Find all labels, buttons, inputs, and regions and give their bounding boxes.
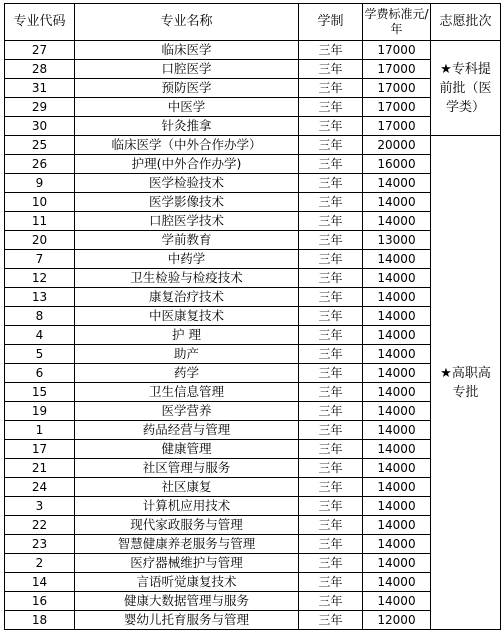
- header-code: 专业代码: [5, 4, 75, 41]
- cell-duration: 三年: [299, 288, 363, 307]
- cell-name: 现代家政服务与管理: [75, 516, 299, 535]
- cell-duration: 三年: [299, 307, 363, 326]
- table-row: [5, 611, 501, 630]
- table-row: [5, 402, 501, 421]
- cell-name: 婴幼儿托育服务与管理: [75, 611, 299, 630]
- cell-code: 22: [5, 516, 75, 535]
- cell-code: 8: [5, 307, 75, 326]
- cell-code: 2: [5, 554, 75, 573]
- cell-fee: 14000: [363, 402, 431, 421]
- cell-code: 14: [5, 573, 75, 592]
- cell-fee: 14000: [363, 440, 431, 459]
- cell-fee: 14000: [363, 212, 431, 231]
- cell-name: 口腔医学: [75, 60, 299, 79]
- cell-code: 23: [5, 535, 75, 554]
- cell-code: 30: [5, 117, 75, 136]
- cell-code: 26: [5, 155, 75, 174]
- cell-code: 27: [5, 41, 75, 60]
- header-duration: 学制: [299, 4, 363, 41]
- cell-duration: 三年: [299, 174, 363, 193]
- cell-name: 中医康复技术: [75, 307, 299, 326]
- cell-fee: 14000: [363, 554, 431, 573]
- cell-name: 卫生检验与检疫技术: [75, 269, 299, 288]
- cell-code: 7: [5, 250, 75, 269]
- cell-duration: 三年: [299, 136, 363, 155]
- table-header: [5, 4, 501, 41]
- cell-duration: 三年: [299, 364, 363, 383]
- cell-duration: 三年: [299, 41, 363, 60]
- cell-code: 29: [5, 98, 75, 117]
- cell-duration: 三年: [299, 79, 363, 98]
- table-row: [5, 212, 501, 231]
- cell-duration: 三年: [299, 345, 363, 364]
- table-row: [5, 79, 501, 98]
- cell-fee: 14000: [363, 535, 431, 554]
- cell-fee: 20000: [363, 136, 431, 155]
- table-row: [5, 478, 501, 497]
- cell-name: 健康大数据管理与服务: [75, 592, 299, 611]
- cell-name: 预防医学: [75, 79, 299, 98]
- cell-fee: 14000: [363, 459, 431, 478]
- cell-fee: 14000: [363, 478, 431, 497]
- table-row: [5, 573, 501, 592]
- cell-name: 社区康复: [75, 478, 299, 497]
- cell-code: 19: [5, 402, 75, 421]
- cell-fee: 14000: [363, 573, 431, 592]
- cell-fee: 14000: [363, 592, 431, 611]
- cell-duration: 三年: [299, 117, 363, 136]
- table-row: [5, 250, 501, 269]
- cell-code: 24: [5, 478, 75, 497]
- cell-name: 学前教育: [75, 231, 299, 250]
- cell-code: 18: [5, 611, 75, 630]
- cell-duration: 三年: [299, 573, 363, 592]
- table-row: [5, 326, 501, 345]
- cell-fee: 14000: [363, 307, 431, 326]
- cell-name: 中药学: [75, 250, 299, 269]
- cell-code: 1: [5, 421, 75, 440]
- cell-name: 计算机应用技术: [75, 497, 299, 516]
- table-row: [5, 174, 501, 193]
- cell-name: 医疗器械维护与管理: [75, 554, 299, 573]
- cell-name: 药品经营与管理: [75, 421, 299, 440]
- cell-duration: 三年: [299, 250, 363, 269]
- table-row: [5, 269, 501, 288]
- cell-code: 31: [5, 79, 75, 98]
- cell-name: 言语听觉康复技术: [75, 573, 299, 592]
- cell-code: 4: [5, 326, 75, 345]
- cell-name: 口腔医学技术: [75, 212, 299, 231]
- cell-name: 社区管理与服务: [75, 459, 299, 478]
- cell-fee: 14000: [363, 288, 431, 307]
- cell-duration: 三年: [299, 535, 363, 554]
- table-row: [5, 136, 501, 155]
- header-name: 专业名称: [75, 4, 299, 41]
- cell-duration: 三年: [299, 231, 363, 250]
- cell-fee: 17000: [363, 41, 431, 60]
- cell-name: 智慧健康养老服务与管理: [75, 535, 299, 554]
- cell-duration: 三年: [299, 193, 363, 212]
- cell-batch: ★高职高专批: [431, 136, 501, 630]
- cell-fee: 14000: [363, 326, 431, 345]
- cell-name: 医学影像技术: [75, 193, 299, 212]
- cell-fee: 14000: [363, 269, 431, 288]
- cell-code: 13: [5, 288, 75, 307]
- cell-duration: 三年: [299, 60, 363, 79]
- cell-duration: 三年: [299, 402, 363, 421]
- cell-fee: 14000: [363, 345, 431, 364]
- cell-duration: 三年: [299, 98, 363, 117]
- cell-code: 9: [5, 174, 75, 193]
- table-row: [5, 554, 501, 573]
- cell-code: 15: [5, 383, 75, 402]
- table-row: [5, 155, 501, 174]
- table-row: [5, 41, 501, 60]
- cell-code: 28: [5, 60, 75, 79]
- cell-name: 临床医学（中外合作办学）: [75, 136, 299, 155]
- cell-name: 健康管理: [75, 440, 299, 459]
- table-row: [5, 592, 501, 611]
- cell-duration: 三年: [299, 459, 363, 478]
- cell-code: 21: [5, 459, 75, 478]
- table-row: [5, 535, 501, 554]
- cell-name: 卫生信息管理: [75, 383, 299, 402]
- cell-code: 10: [5, 193, 75, 212]
- header-fee: 学费标准元/年: [363, 4, 431, 41]
- cell-duration: 三年: [299, 554, 363, 573]
- table-row: [5, 307, 501, 326]
- cell-fee: 14000: [363, 174, 431, 193]
- cell-duration: 三年: [299, 383, 363, 402]
- cell-code: 6: [5, 364, 75, 383]
- table-row: [5, 364, 501, 383]
- header-row: [5, 4, 501, 41]
- table-row: [5, 459, 501, 478]
- cell-name: 医学检验技术: [75, 174, 299, 193]
- cell-name: 护理(中外合作办学): [75, 155, 299, 174]
- table-row: [5, 98, 501, 117]
- cell-fee: 16000: [363, 155, 431, 174]
- cell-fee: 14000: [363, 193, 431, 212]
- cell-duration: 三年: [299, 269, 363, 288]
- table-body: [5, 41, 501, 630]
- table-row: [5, 497, 501, 516]
- table-row: [5, 231, 501, 250]
- cell-fee: 14000: [363, 516, 431, 535]
- cell-fee: 14000: [363, 497, 431, 516]
- cell-name: 药学: [75, 364, 299, 383]
- table-row: [5, 383, 501, 402]
- cell-name: 医学营养: [75, 402, 299, 421]
- cell-code: 5: [5, 345, 75, 364]
- cell-duration: 三年: [299, 516, 363, 535]
- cell-fee: 12000: [363, 611, 431, 630]
- cell-duration: 三年: [299, 421, 363, 440]
- cell-code: 25: [5, 136, 75, 155]
- cell-name: 针灸推拿: [75, 117, 299, 136]
- cell-duration: 三年: [299, 212, 363, 231]
- cell-name: 中医学: [75, 98, 299, 117]
- cell-fee: 17000: [363, 98, 431, 117]
- cell-duration: 三年: [299, 478, 363, 497]
- table-row: [5, 345, 501, 364]
- cell-fee: 17000: [363, 79, 431, 98]
- enrollment-table: [4, 3, 501, 630]
- cell-duration: 三年: [299, 440, 363, 459]
- header-batch: 志愿批次: [431, 4, 501, 41]
- cell-name: 护 理: [75, 326, 299, 345]
- cell-code: 12: [5, 269, 75, 288]
- cell-duration: 三年: [299, 326, 363, 345]
- table-row: [5, 193, 501, 212]
- cell-batch: ★专科提前批（医学类）: [431, 41, 501, 136]
- table-row: [5, 421, 501, 440]
- cell-fee: 17000: [363, 60, 431, 79]
- table-row: [5, 516, 501, 535]
- cell-code: 20: [5, 231, 75, 250]
- cell-code: 3: [5, 497, 75, 516]
- cell-fee: 14000: [363, 383, 431, 402]
- cell-duration: 三年: [299, 155, 363, 174]
- enrollment-table-container: [4, 3, 501, 630]
- cell-name: 临床医学: [75, 41, 299, 60]
- cell-code: 16: [5, 592, 75, 611]
- cell-fee: 13000: [363, 231, 431, 250]
- cell-fee: 14000: [363, 250, 431, 269]
- cell-code: 11: [5, 212, 75, 231]
- cell-fee: 14000: [363, 364, 431, 383]
- table-row: [5, 117, 501, 136]
- cell-name: 康复治疗技术: [75, 288, 299, 307]
- cell-name: 助产: [75, 345, 299, 364]
- cell-code: 17: [5, 440, 75, 459]
- table-row: [5, 60, 501, 79]
- cell-duration: 三年: [299, 592, 363, 611]
- table-row: [5, 288, 501, 307]
- cell-fee: 14000: [363, 421, 431, 440]
- cell-duration: 三年: [299, 611, 363, 630]
- cell-duration: 三年: [299, 497, 363, 516]
- cell-fee: 17000: [363, 117, 431, 136]
- table-row: [5, 440, 501, 459]
